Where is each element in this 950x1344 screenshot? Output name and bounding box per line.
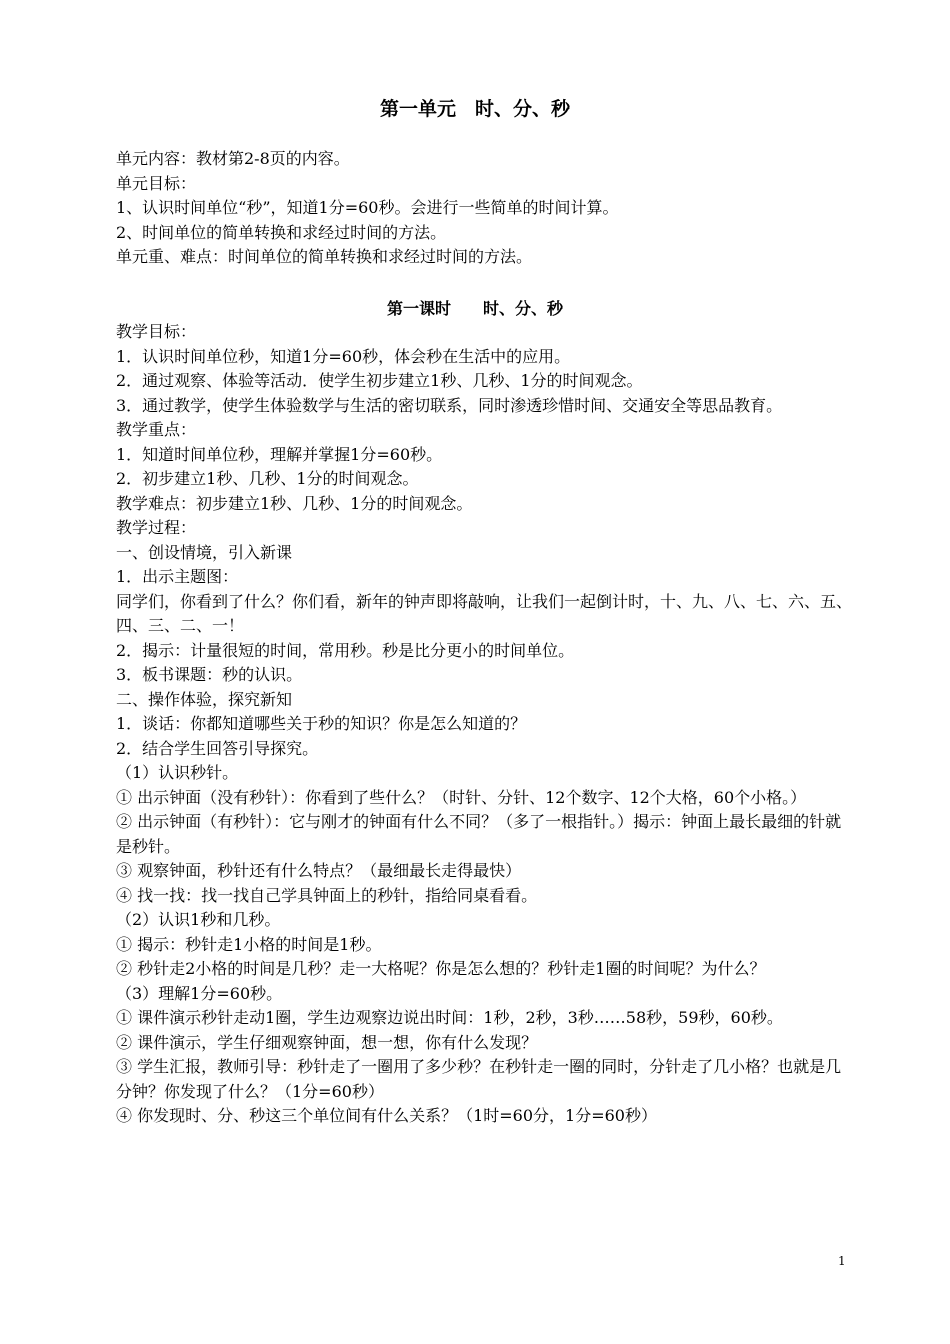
lesson-paragraph: ④ 找一找：找一找自己学具钟面上的秒针，指给同桌看看。 [116,885,538,905]
lesson-paragraph: 2．揭示：计量很短的时间，常用秒。秒是比分更小的时间单位。 [116,640,575,660]
lesson-paragraph: 1．谈话：你都知道哪些关于秒的知识？你是怎么知道的？ [116,714,527,733]
unit-info-section [116,147,856,270]
lesson-paragraph: 1．知道时间单位秒，理解并掌握1分=60秒。 [116,444,443,464]
lesson-paragraph: ① 课件演示秒针走动1圈，学生边观察边说出时间：1秒，2秒，3秒……58秒，59秒，60秒。 [116,1008,783,1027]
lesson-paragraph: ① 揭示：秒针走1小格的时间是1秒。 [116,934,382,954]
lesson-paragraph: 2．通过观察、体验等活动．使学生初步建立1秒、几秒、1分的时间观念。 [116,371,643,390]
lesson-paragraph: ④ 你发现时、分、秒这三个单位间有什么关系？（1时=60分，1分=60秒） [116,1106,657,1125]
unit-title: 第一单元 时、分、秒 [379,98,570,120]
lesson-paragraph: （1）认识秒针。 [116,763,239,782]
lesson-paragraph: ③ 观察钟面，秒针还有什么特点？（最细最长走得最快） [116,861,522,880]
lesson-body-section [116,320,856,1129]
lesson-paragraph: 二、操作体验，探究新知 [116,689,293,709]
lesson-paragraph: 3．板书课题：秒的认识。 [116,665,303,684]
lesson-paragraph: 一、创设情境，引入新课 [116,542,293,562]
unit-info-line: 1、认识时间单位“秒”，知道1分=60秒。会进行一些简单的时间计算。 [116,198,619,217]
lesson-paragraph: （3）理解1分=60秒。 [116,983,283,1003]
lesson-paragraph: 教学目标： [116,322,197,341]
lesson-title: 第一课时 时、分、秒 [386,299,563,318]
unit-info-line: 单元内容：教材第2-8页的内容。 [116,149,350,168]
lesson-paragraph: 教学难点：初步建立1秒、几秒、1分的时间观念。 [116,493,473,513]
page-number: 1 [838,1254,846,1268]
lesson-paragraph: 1．出示主题图： [116,567,239,586]
lesson-paragraph: ② 出示钟面（有秒针）：它与刚才的钟面有什么不同？（多了一根指针。）揭示：钟面上最长最细的针就是秒针。 [116,812,842,856]
lesson-paragraph: ③ 学生汇报，教师引导：秒针走了一圈用了多少秒？在秒针走一圈的同时，分针走了几小格？也就是几分钟？你发现了什么？（1分=60秒） [116,1057,842,1101]
lesson-paragraph: ② 课件演示，学生仔细观察钟面，想一想，你有什么发现？ [116,1032,538,1052]
lesson-paragraph: 3．通过教学，使学生体验数学与生活的密切联系，同时渗透珍惜时间、交通安全等思品教育。 [116,395,783,415]
lesson-paragraph: （2）认识1秒和几秒。 [116,910,281,929]
unit-info-line: 2、时间单位的简单转换和求经过时间的方法。 [116,222,447,242]
lesson-paragraph: 1．认识时间单位秒，知道1分=60秒，体会秒在生活中的应用。 [116,346,571,366]
unit-info-line: 单元重、难点：时间单位的简单转换和求经过时间的方法。 [116,247,533,266]
lesson-paragraph: 2．结合学生回答引导探究。 [116,738,319,758]
lesson-paragraph: 2．初步建立1秒、几秒、1分的时间观念。 [116,469,419,488]
lesson-paragraph: 教学过程： [116,518,197,537]
unit-info-line: 单元目标： [116,173,197,193]
lesson-paragraph: ② 秒针走2小格的时间是几秒？走一大格呢？你是怎么想的？秒针走1圈的时间呢？为什么？ [116,959,766,978]
lesson-paragraph: ① 出示钟面（没有秒针）：你看到了些什么？（时针、分针、12个数字、12个大格，60个小格。） [116,787,807,807]
lesson-paragraph: 教学重点： [116,420,197,439]
lesson-paragraph: 同学们，你看到了什么？你们看，新年的钟声即将敲响，让我们一起倒计时，十、九、八、七、六、五、四、三、二、一！ [116,591,853,635]
